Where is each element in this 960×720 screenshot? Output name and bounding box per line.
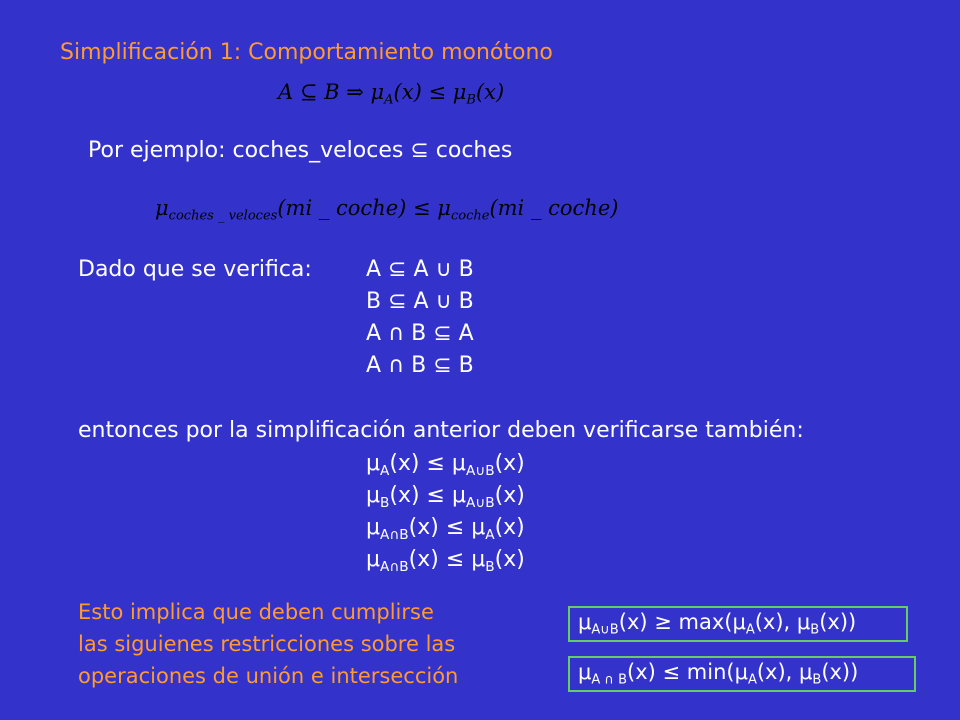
box-part: (x), μ	[756, 660, 813, 684]
formula-subscript: coches _ veloces	[168, 208, 278, 224]
given-label: Dado que se verifica:	[78, 257, 312, 282]
conclusion-line: las siguienes restricciones sobre las	[78, 632, 456, 656]
box-part: (x))	[821, 660, 859, 684]
conclusion-line: operaciones de unión e intersección	[78, 664, 459, 688]
box-subscript: A ∩ B	[591, 672, 628, 688]
inequality-line	[366, 515, 525, 543]
example-label: Por ejemplo: coches_veloces ⊆ coches	[88, 138, 513, 163]
ineq-part: μ	[366, 515, 380, 540]
conclusion-line: Esto implica que deben cumplirse	[78, 600, 434, 624]
box-subscript: B	[810, 622, 820, 638]
box-subscript: A	[747, 672, 757, 688]
box-subscript: A	[745, 622, 755, 638]
ineq-part: (x) ≤ μ	[408, 515, 486, 540]
ineq-part: (x)	[494, 547, 525, 572]
relation-line: A ⊆ A ∪ B	[366, 257, 474, 282]
ineq-subscript: A∪B	[465, 494, 495, 511]
example-formula	[155, 196, 618, 224]
relation-line: A ∩ B ⊆ B	[366, 353, 474, 378]
inequality-line	[366, 451, 525, 479]
ineq-part: μ	[366, 547, 380, 572]
ineq-part: (x) ≤ μ	[389, 451, 466, 476]
box-subscript: A∪B	[591, 622, 619, 638]
ineq-subscript: A∪B	[465, 462, 495, 479]
ineq-part: μ	[366, 483, 380, 508]
box-part: (x) ≥ max(μ	[618, 610, 746, 634]
box-part: μ	[578, 660, 592, 684]
union-restriction-box	[568, 606, 908, 642]
intersection-restriction-box	[568, 656, 916, 692]
formula-part: (x)	[475, 80, 505, 104]
box-part: (x), μ	[754, 610, 811, 634]
ineq-subscript: A∩B	[380, 558, 409, 575]
formula-part: μ	[155, 196, 169, 220]
box-part: (x) ≤ min(μ	[627, 660, 748, 684]
formula-part: (mi _ coche)	[489, 196, 619, 220]
formula-part: (mi _ coche) ≤ μ	[277, 196, 451, 220]
monotone-formula	[278, 80, 504, 108]
ineq-part: (x) ≤ μ	[408, 547, 486, 572]
ineq-subscript: A∩B	[380, 526, 409, 543]
ineq-subscript: A	[380, 462, 390, 479]
formula-subscript: A	[384, 92, 394, 108]
relation-line: A ∩ B ⊆ A	[366, 321, 474, 346]
ineq-part: (x)	[494, 515, 525, 540]
slide-title: Simplificación 1: Comportamiento monótono	[60, 40, 553, 65]
ineq-part: (x)	[494, 483, 525, 508]
box-part: (x))	[819, 610, 857, 634]
inequality-line	[366, 547, 525, 575]
formula-subscript: B	[466, 92, 476, 108]
relation-line: B ⊆ A ∪ B	[366, 289, 474, 314]
ineq-subscript: B	[380, 494, 390, 511]
ineq-part: (x)	[494, 451, 525, 476]
formula-subscript: coche	[450, 208, 490, 224]
ineq-part: (x) ≤ μ	[389, 483, 466, 508]
ineq-part: μ	[366, 451, 380, 476]
box-part: μ	[578, 610, 592, 634]
then-label: entonces por la simplificación anterior deben verificarse también:	[78, 418, 804, 443]
formula-part: (x) ≤ μ	[393, 80, 467, 104]
formula-part: A ⊆ B ⇒ μ	[278, 80, 385, 104]
inequality-line	[366, 483, 525, 511]
ineq-subscript: B	[485, 558, 495, 575]
box-subscript: B	[812, 672, 822, 688]
ineq-subscript: A	[485, 526, 495, 543]
